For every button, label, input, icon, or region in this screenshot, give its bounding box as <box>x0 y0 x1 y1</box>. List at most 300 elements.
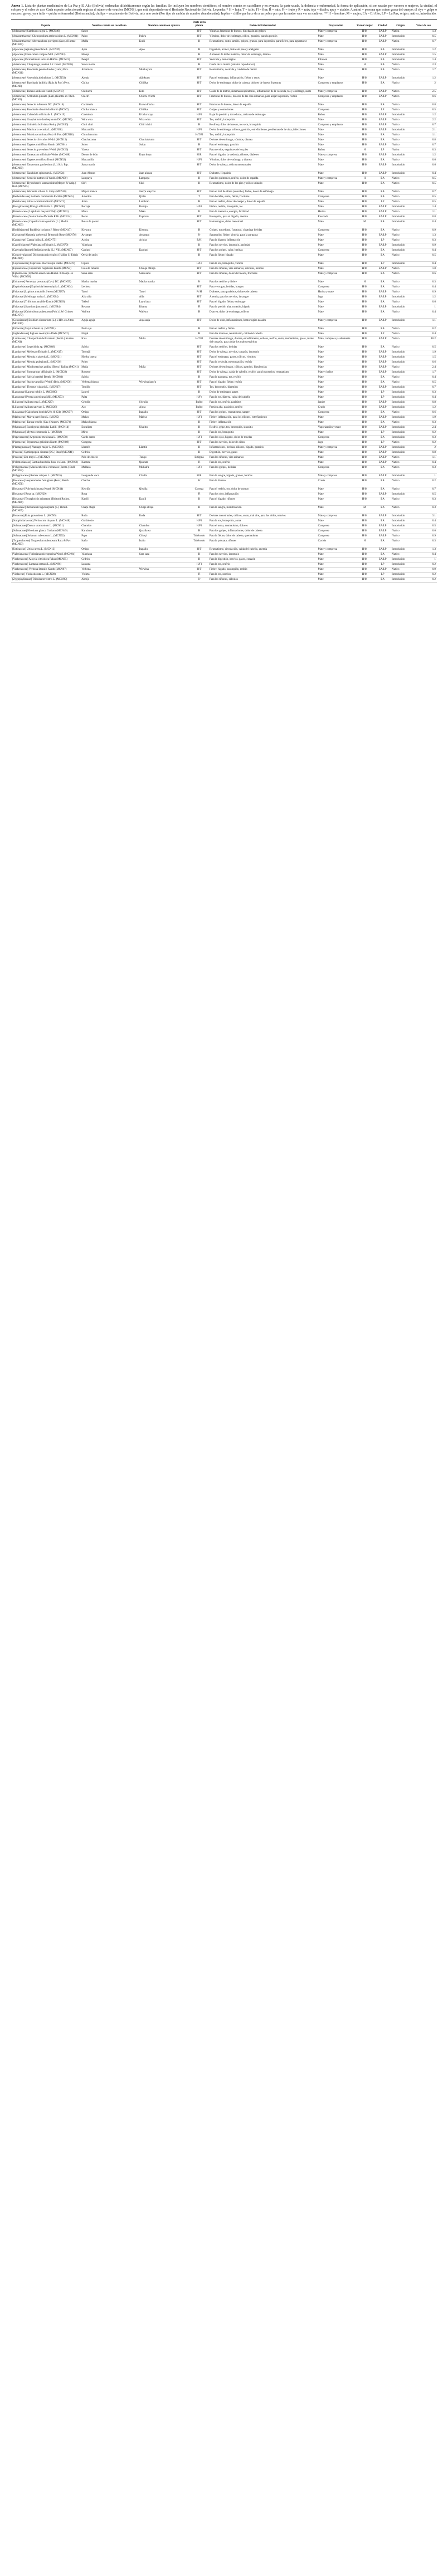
cell-preparation: Mate <box>317 380 355 385</box>
cell-common-spanish: Macha macha <box>80 280 138 285</box>
cell-city: EA <box>374 578 391 583</box>
cell-common-spanish: Sanu sanu <box>80 272 138 280</box>
cell-ailment: Dolor de estómago, gases <box>208 390 317 395</box>
cell-common-aymara <box>138 441 190 446</box>
cell-origin: Introducido <box>391 563 410 568</box>
cell-preparation: Mate <box>317 497 355 506</box>
header-species: Especie <box>11 20 80 30</box>
cell-use-value: 0.2 <box>410 479 437 487</box>
cell-common-spanish: Mirto <box>80 431 138 436</box>
table-row <box>11 148 437 153</box>
cell-species: [Zygophyllaceae] Tribulus terrestris L. (MCN99) <box>11 578 80 583</box>
cell-species: [Lauraceae] Persea americana Mill. (MCN73) <box>11 395 80 400</box>
table-row <box>11 190 437 195</box>
cell-common-spanish: Maca <box>80 210 138 215</box>
cell-common-aymara: Wirwina janq'u <box>138 380 190 385</box>
cell-origin: Nativo <box>391 68 410 76</box>
cell-preparation: Mate <box>317 492 355 497</box>
cell-city: EA/LP <box>374 461 391 466</box>
cell-city: EA/LP <box>374 534 391 539</box>
cell-preparation: Mate y compresa <box>317 446 355 451</box>
table-row <box>11 426 437 431</box>
cell-ailment: Tos, resfrío, bronquitis <box>208 118 317 123</box>
cell-preparation: Mate <box>317 395 355 400</box>
cell-plant-part: H/T <box>190 300 208 305</box>
cell-ailment: Para la garganta, tos, resfrío <box>208 375 317 380</box>
cell-ailment: Para la tos, diarrea, caída del cabello <box>208 395 317 400</box>
cell-ailment: Para los golpes, heridas <box>208 466 317 474</box>
cell-sex: H/M <box>355 474 374 479</box>
table-row <box>11 573 437 578</box>
cell-preparation: Mate y compresa <box>317 40 355 48</box>
cell-city: EA/LP <box>374 267 391 272</box>
cell-plant-part: H/T <box>190 355 208 360</box>
cell-species: [Boraginaceae] Borago officinalis L. (MCN30) <box>11 205 80 210</box>
cell-city: LP <box>374 573 391 578</box>
cell-preparation: Mate <box>317 421 355 426</box>
cell-species: [Iridaceae] Sisyrinchium sp. (MCN91) <box>11 327 80 332</box>
cell-common-spanish: Ajo <box>80 405 138 410</box>
table-row <box>11 68 437 76</box>
cell-species: [Apiaceae] Apium graveolens L. (MCN39) <box>11 48 80 53</box>
cell-sex: H/M <box>355 319 374 327</box>
cell-use-value: 1.2 <box>410 113 437 118</box>
cell-origin: Nativo <box>391 190 410 195</box>
cell-origin: Nativo <box>391 90 410 95</box>
cell-species: [Lamiaceae] Thymus vulgaris L. (MCN37) <box>11 385 80 390</box>
cell-common-spanish: Poleo <box>80 360 138 365</box>
cell-use-value: 0.3 <box>410 390 437 395</box>
cell-species: [Cupressaceae] Cupressus macrocarpa Hartw. (MCN70) <box>11 262 80 267</box>
cell-ailment: Dolores de estómago, cólicos, gastritis, flatulencias <box>208 365 317 370</box>
table-row <box>11 305 437 310</box>
cell-preparation: Mate <box>317 158 355 163</box>
cell-use-value: 1 <box>410 558 437 563</box>
cell-preparation: Baños <box>317 113 355 118</box>
cell-origin: Nativo <box>391 553 410 558</box>
cell-preparation: Mate <box>317 300 355 305</box>
cell-use-value: 1.3 <box>410 548 437 553</box>
cell-sex: H/M <box>355 172 374 177</box>
cell-sex: H/M <box>355 410 374 416</box>
table-row <box>11 578 437 583</box>
cell-ailment: Para el resfrío, tos, dolor de cuerpo <box>208 487 317 492</box>
cell-ailment: Para los ojos, hígado, dolor de muelas <box>208 436 317 441</box>
table-header-row <box>11 20 437 30</box>
cell-preparation: Mate, compresa y sahumerio <box>317 337 355 345</box>
cell-preparation: Mate <box>317 35 355 40</box>
cell-origin: Introducido <box>391 385 410 390</box>
table-row <box>11 360 437 365</box>
cell-city: EA/LP <box>374 128 391 133</box>
cell-common-aymara: Isañu <box>138 539 190 548</box>
cell-ailment: Para los nervios, insomnio, ansiedad <box>208 243 317 248</box>
cell-common-aymara <box>138 360 190 365</box>
cell-species: [Asteraceae] Chuquiraga jussieui J.F. Gmel. (MCN85) <box>11 63 80 68</box>
cell-common-aymara <box>138 53 190 58</box>
cell-ailment: Para el asma, reumatismo, dolores <box>208 524 317 529</box>
cell-origin: Introducido <box>391 431 410 436</box>
cell-plant-part: H/T <box>190 108 208 113</box>
cell-species: [Malvaceae] Tarasa tenella (Cav.) Krapov. (MCN74) <box>11 421 80 426</box>
cell-plant-part: H/T <box>190 370 208 375</box>
cell-common-aymara: Chachak'uma <box>138 138 190 143</box>
cell-common-aymara <box>138 327 190 332</box>
cell-origin: Nativo <box>391 534 410 539</box>
cell-common-aymara: Chamiku <box>138 524 190 529</box>
cell-preparation: Jugo <box>317 295 355 300</box>
table-row <box>11 337 437 345</box>
header-common-spanish: Nombre común en castellano <box>80 20 138 30</box>
cell-species: [Asteraceae] Senecio clivicolus Wedd. (MCN12) <box>11 138 80 143</box>
cell-common-spanish: Aguja aguja <box>80 319 138 327</box>
cell-origin: Nativo <box>391 81 410 90</box>
cell-common-spanish: Lechera <box>80 285 138 290</box>
cell-city: EA/LP <box>374 295 391 300</box>
cell-common-aymara <box>138 158 190 163</box>
cell-ailment: Digestión, nervios, gases <box>208 451 317 456</box>
cell-sex: H/M <box>355 228 374 233</box>
cell-city: EA/LP <box>374 405 391 410</box>
cell-species: [Rutaceae] Ruta graveolens L. (MCN9) <box>11 514 80 519</box>
cell-common-spanish: Pelo de choclo <box>80 456 138 461</box>
cell-use-value: 1.2 <box>410 76 437 81</box>
cell-use-value: 0.9 <box>410 228 437 233</box>
cell-sex: H/M <box>355 568 374 573</box>
cell-plant-part: H/Fl <box>190 113 208 118</box>
cell-plant-part: H/T <box>190 190 208 195</box>
cell-city: EA/LP <box>374 143 391 148</box>
cell-species: [Asteraceae] Tagetes multiflora Kunth (MCN61) <box>11 143 80 148</box>
cell-use-value: 1.2 <box>410 405 437 410</box>
cell-common-aymara <box>138 451 190 456</box>
table-row <box>11 200 437 205</box>
cell-sex: H/M <box>355 332 374 337</box>
table-row <box>11 300 437 305</box>
cell-ailment: Diabetes, para parásitos, dolores de cabeza <box>208 290 317 295</box>
cell-origin: Nativo <box>391 95 410 103</box>
cell-preparation: Baños <box>317 148 355 153</box>
cell-city: EA/LP <box>374 215 391 220</box>
cell-common-aymara: Maka <box>138 210 190 215</box>
cell-common-aymara <box>138 375 190 380</box>
cell-city: EA <box>374 177 391 182</box>
cell-city: EA/LP <box>374 290 391 295</box>
table-row <box>11 195 437 200</box>
cell-use-value: 0.7 <box>410 385 437 390</box>
cell-common-aymara <box>138 355 190 360</box>
cell-ailment: Para el hígado, fiebre, estómago <box>208 300 317 305</box>
cell-origin: Nativo <box>391 228 410 233</box>
cell-ailment: Reumatismo, vesícula y cuidado de matriz <box>208 68 317 76</box>
cell-plant-part: Fr <box>190 280 208 285</box>
cell-plant-part: H/T <box>190 548 208 553</box>
cell-plant-part: H/T <box>190 81 208 90</box>
header-common-aymara: Nombre común en aymara <box>138 20 190 30</box>
cell-common-aymara <box>138 262 190 267</box>
table-row <box>11 506 437 514</box>
cell-common-aymara: Tarwi <box>138 290 190 295</box>
cell-use-value: 0.2 <box>410 573 437 578</box>
cell-sex: H/M <box>355 456 374 461</box>
cell-origin: Nativo <box>391 479 410 487</box>
cell-ailment: Tos, bronquitis, digestión <box>208 385 317 390</box>
cell-sex: H/M <box>355 133 374 138</box>
cell-preparation: Mate <box>317 172 355 177</box>
cell-ailment: Dolor de cabeza, cólicos menstruales <box>208 163 317 172</box>
cell-city: EA/LP <box>374 568 391 573</box>
cell-plant-part: H/R <box>190 153 208 158</box>
table-row <box>11 461 437 466</box>
cell-ailment: Para los golpes, calor, heridas <box>208 248 317 253</box>
cell-ailment: Para los riñones, vías urinarias, cálculos, heridas <box>208 267 317 272</box>
cell-preparation: Mate y compresa <box>317 90 355 95</box>
cell-ailment: Dolor de oído, inflamaciones, hemorragias nasales <box>208 319 317 327</box>
cell-use-value: 0.2 <box>410 563 437 568</box>
cell-preparation: Compresa <box>317 248 355 253</box>
cell-plant-part: H <box>190 40 208 48</box>
cell-plant-part: Bulbo <box>190 400 208 405</box>
cell-plant-part: Fr <box>190 578 208 583</box>
cell-origin: Introducido <box>391 416 410 421</box>
cell-plant-part: Fl <box>190 305 208 310</box>
cell-common-aymara <box>138 563 190 568</box>
cell-species: [Liliaceae] Allium sativum L. (MCN28) <box>11 405 80 410</box>
cell-sex: H/M <box>355 90 374 95</box>
table-row <box>11 375 437 380</box>
table-row <box>11 113 437 118</box>
cell-origin: Introducido <box>391 360 410 365</box>
cell-sex: H/M <box>355 441 374 446</box>
cell-use-value: 0.3 <box>410 539 437 548</box>
cell-plant-part: H/T <box>190 172 208 177</box>
cell-ailment: Anemia, para los nervios, la sangre <box>208 295 317 300</box>
table-row <box>11 563 437 568</box>
cell-city: EA/LP <box>374 474 391 479</box>
cell-common-spanish: Gordolobo <box>80 519 138 524</box>
cell-species: [Cannaceae] Canna indica L. (MCN75) <box>11 238 80 243</box>
cell-sex: H/M <box>355 446 374 451</box>
cell-ailment: Para la tos, nervios <box>208 573 317 578</box>
cell-plant-part: H/T <box>190 30 208 35</box>
cell-common-aymara <box>138 133 190 138</box>
cell-preparation: Mate <box>317 143 355 148</box>
cell-origin: Nativo <box>391 497 410 506</box>
cell-use-value: 0.9 <box>410 568 437 573</box>
table-row <box>11 272 437 280</box>
cell-common-spanish: Salvia <box>80 375 138 380</box>
header-origin: Origen <box>391 20 410 30</box>
cell-use-value: 0.2 <box>410 327 437 332</box>
cell-plant-part: H <box>190 143 208 148</box>
cell-ailment: Para verrugas, heridas, hongos <box>208 285 317 290</box>
cell-plant-part: Corteza <box>190 487 208 492</box>
cell-preparation: Mate y compresa <box>317 272 355 280</box>
header-preparation: Preparación <box>317 20 355 30</box>
cell-use-value: 1.4 <box>410 205 437 210</box>
cell-preparation: Crudo <box>317 479 355 487</box>
cell-city: LP <box>374 238 391 243</box>
cell-common-spanish: Mayor blanca <box>80 190 138 195</box>
cell-preparation: Mate <box>317 310 355 319</box>
cell-common-spanish: Ortiga <box>80 548 138 553</box>
cell-city: EA/LP <box>374 416 391 421</box>
cell-city: EA/LP <box>374 243 391 248</box>
cell-common-spanish: Eucalipto <box>80 426 138 431</box>
cell-city: LP <box>374 148 391 153</box>
cell-sex: H/M <box>355 290 374 295</box>
cell-ailment: Para los resfríos y fiebre <box>208 280 317 285</box>
cell-preparation: Mate <box>317 375 355 380</box>
cell-use-value: 0.6 <box>410 272 437 280</box>
table-row <box>11 568 437 573</box>
cell-common-spanish: Lampaya <box>80 177 138 182</box>
cell-common-aymara: Ch'illka <box>138 108 190 113</box>
cell-sex: H/M <box>355 421 374 426</box>
cell-plant-part: R <box>190 553 208 558</box>
cell-use-value: 2.3 <box>410 63 437 68</box>
cell-sex: H/M <box>355 128 374 133</box>
cell-preparation: Compresa <box>317 410 355 416</box>
cell-city: EA/LP <box>374 360 391 365</box>
cell-plant-part: H/Fr <box>190 395 208 400</box>
cell-ailment: Para los nervios, dolor de oídos <box>208 441 317 446</box>
table-row <box>11 466 437 474</box>
cell-plant-part: H/T <box>190 118 208 123</box>
cell-ailment: Vesícula y hemorragias <box>208 58 317 63</box>
cell-species: [Adoxaceae] Sambucus nigra L. (MCN40) <box>11 30 80 35</box>
cell-common-aymara <box>138 370 190 375</box>
cell-use-value: 10.2 <box>410 337 437 345</box>
table-row <box>11 410 437 416</box>
cell-sex: H <box>355 177 374 182</box>
table-row <box>11 248 437 253</box>
cell-origin: Introducido <box>391 205 410 210</box>
cell-use-value: 1.3 <box>410 233 437 238</box>
table-row <box>11 332 437 337</box>
cell-common-spanish: Diente de león <box>80 153 138 158</box>
cell-city: EA <box>374 68 391 76</box>
cell-use-value: 1.9 <box>410 350 437 355</box>
cell-common-spanish: Caléndula <box>80 113 138 118</box>
cell-preparation: Mate <box>317 332 355 337</box>
cell-common-aymara: Lampaya <box>138 177 190 182</box>
table-row <box>11 53 437 58</box>
cell-use-value: 0.4 <box>410 262 437 267</box>
cell-sex: H/M <box>355 360 374 365</box>
cell-origin: Nativo <box>391 267 410 272</box>
cell-common-spanish: Paico <box>80 35 138 40</box>
cell-plant-part: R <box>190 497 208 506</box>
cell-plant-part: H/T <box>190 103 208 108</box>
cell-common-aymara <box>138 436 190 441</box>
cell-species: [Valerianaceae] Valeriana micropterina Wedd. (MCN94) <box>11 553 80 558</box>
cell-plant-part: H/T <box>190 35 208 40</box>
cell-preparation: Mate <box>317 519 355 524</box>
cell-common-aymara <box>138 578 190 583</box>
cell-common-spanish: Pasto ajo <box>80 327 138 332</box>
cell-species: [Verbenaceae] Lantana camara L. (MCN96) <box>11 563 80 568</box>
cell-plant-part: H/T <box>190 272 208 280</box>
cell-ailment: Fracturas de huesos, dolor de espalda <box>208 103 317 108</box>
cell-plant-part: H <box>190 426 208 431</box>
cell-common-aymara: Wirwina <box>138 568 190 573</box>
cell-preparation: Mate y compresa <box>317 548 355 553</box>
cell-use-value: 0.2 <box>410 441 437 446</box>
cell-use-value: 0.7 <box>410 190 437 195</box>
cell-common-spanish: Chilka blanca <box>80 108 138 113</box>
cell-city: EA/LP <box>374 53 391 58</box>
cell-origin: Introducido <box>391 451 410 456</box>
cell-common-aymara: Layu layu <box>138 300 190 305</box>
cell-common-aymara <box>138 243 190 248</box>
cell-origin: Nativo <box>391 280 410 285</box>
cell-sex: H/M <box>355 479 374 487</box>
cell-ailment: Inflamaciones, heridas, riñones, hígado, gastritis <box>208 446 317 451</box>
cell-origin: Nativo <box>391 158 410 163</box>
cell-origin: Nativo <box>391 461 410 466</box>
table-row <box>11 492 437 497</box>
cell-common-aymara: Kaiwa k'achu <box>138 103 190 108</box>
cell-common-spanish: Verbena blanca <box>80 380 138 385</box>
cell-preparation: Mate <box>317 118 355 123</box>
cell-origin: Nativo <box>391 365 410 370</box>
table-row <box>11 385 437 390</box>
cell-sex: H/M <box>355 253 374 262</box>
table-row <box>11 436 437 441</box>
cell-common-spanish: Laurel <box>80 390 138 395</box>
cell-preparation: Mate <box>317 390 355 395</box>
cell-plant-part: H/Fl <box>190 158 208 163</box>
cell-ailment: Para los golpes, inflamaciones, dolor de cabeza <box>208 529 317 534</box>
cell-sex: H/M <box>355 248 374 253</box>
cell-common-spanish: Papa <box>80 534 138 539</box>
cell-plant-part: H/T <box>190 76 208 81</box>
cell-city: EA <box>374 220 391 228</box>
cell-sex: H/M <box>355 238 374 243</box>
table-row <box>11 95 437 103</box>
cell-preparation: Mate <box>317 563 355 568</box>
cell-city: EA <box>374 182 391 190</box>
table-row <box>11 431 437 436</box>
cell-sex: H/M <box>355 553 374 558</box>
cell-ailment: Para los golpes, reumatismo, sangre <box>208 410 317 416</box>
cell-sex: H/M <box>355 310 374 319</box>
cell-plant-part: H/T <box>190 441 208 446</box>
cell-plant-part: H/T <box>190 68 208 76</box>
header-use-value: Valor de uso <box>410 20 437 30</box>
cell-ailment: Dolores de estómago, diarrea, estreñimiento, cólicos, resfrío, susto, reumatismo, gases, males del corazón, para alejar los malos espíritus <box>208 337 317 345</box>
cell-use-value: 0.5 <box>410 182 437 190</box>
cell-use-value: 0.7 <box>410 40 437 48</box>
cell-common-spanish: Chinchircoma <box>80 133 138 138</box>
cell-common-aymara <box>138 558 190 563</box>
cell-species: [Caryophyllaceae] Stellaria media (L.) Vill. (MCN67) <box>11 248 80 253</box>
cell-use-value: 0.5 <box>410 108 437 113</box>
table-row <box>11 128 437 133</box>
cell-sex: H/M <box>355 466 374 474</box>
cell-plant-part: Fl <box>190 461 208 466</box>
cell-city: EA <box>374 285 391 290</box>
cell-plant-part: Fr <box>190 479 208 487</box>
cell-origin: Introducido <box>391 578 410 583</box>
cell-plant-part: H/T <box>190 90 208 95</box>
cell-sex: H/M <box>355 215 374 220</box>
cell-preparation: Mate <box>317 506 355 514</box>
table-row <box>11 497 437 506</box>
cell-common-aymara <box>138 285 190 290</box>
cell-species: [Juglandaceae] Juglans neotropica Diels (MCN72) <box>11 332 80 337</box>
